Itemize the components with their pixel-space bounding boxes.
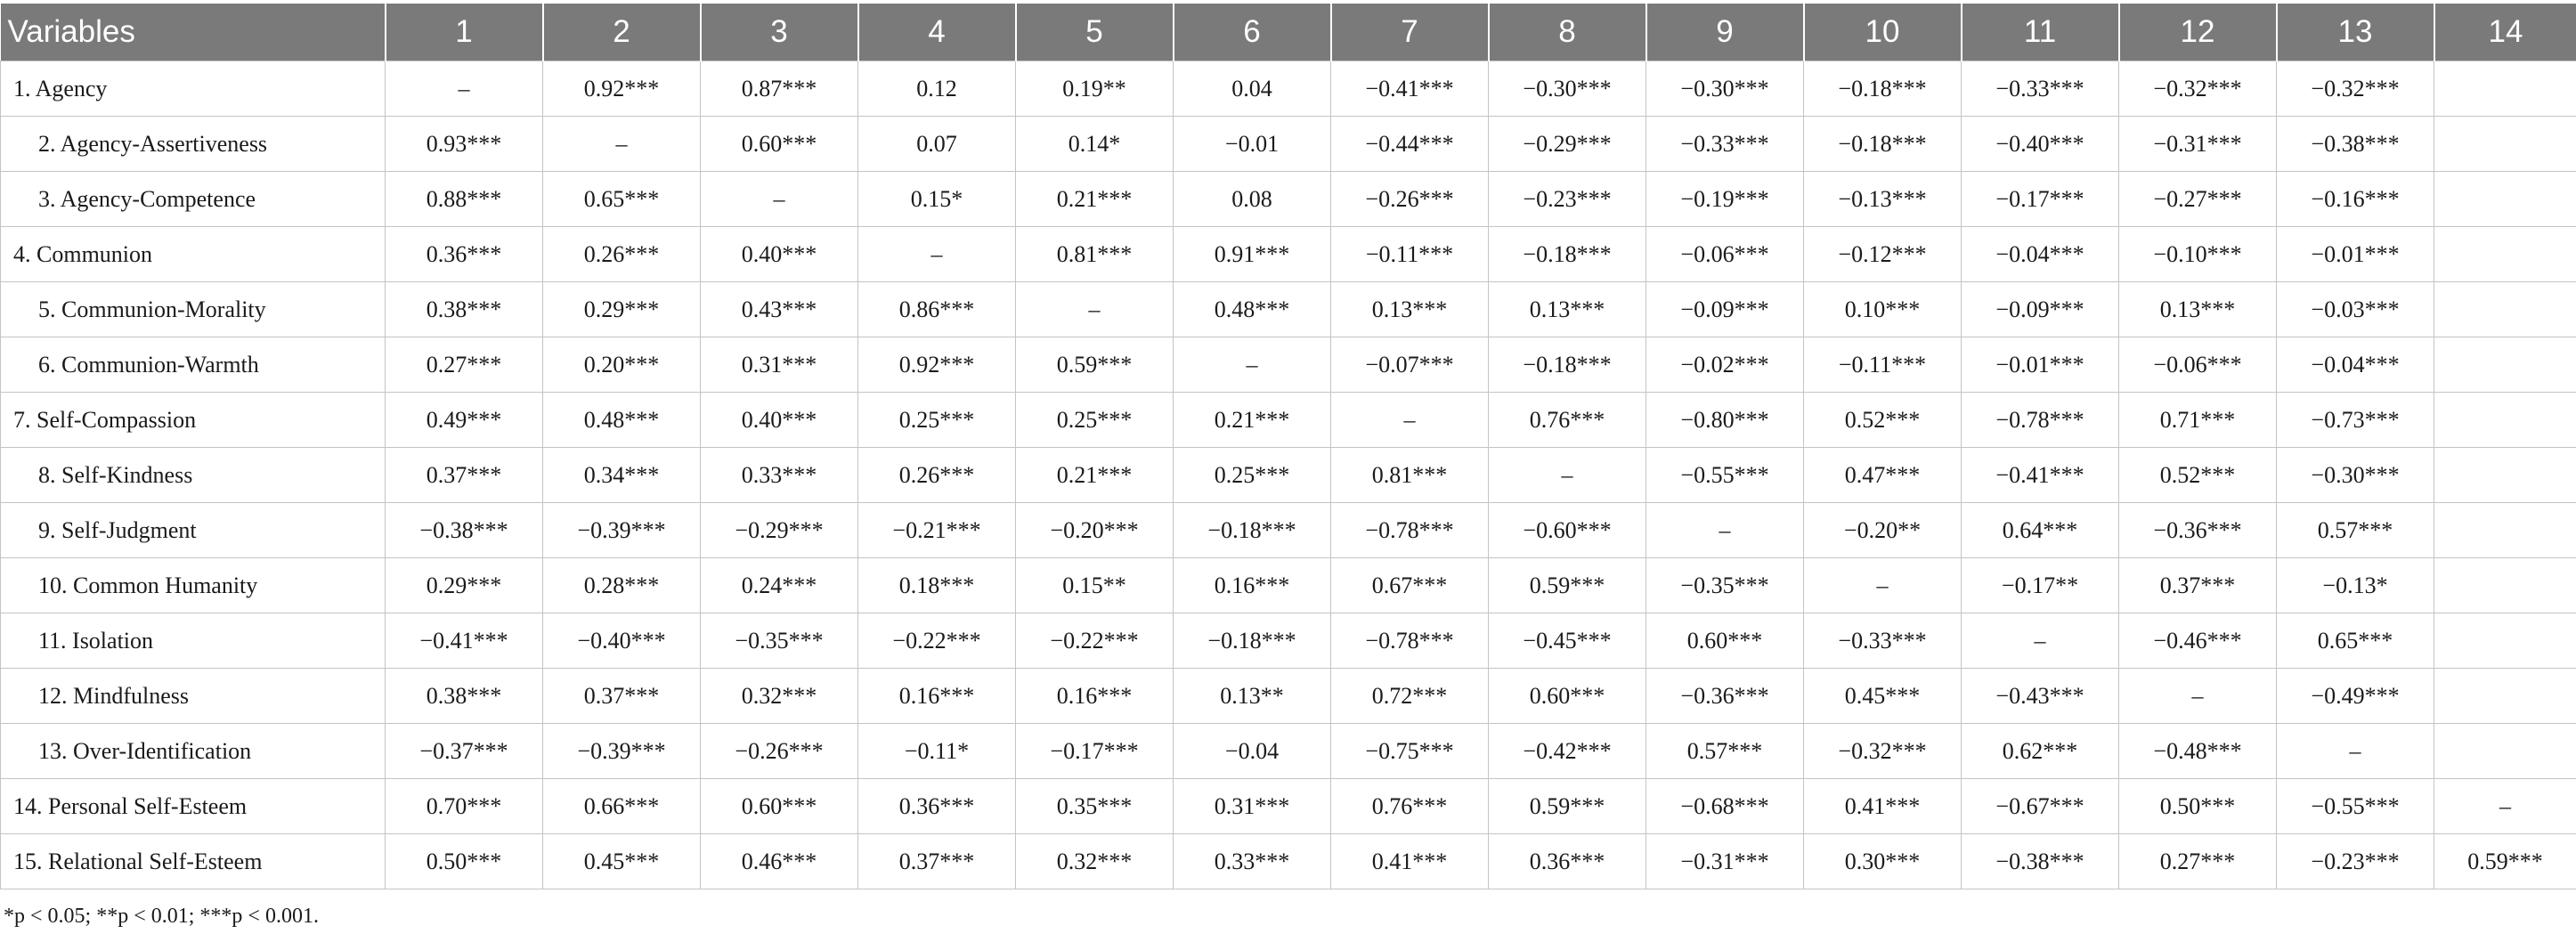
- correlation-cell: 0.36***: [386, 227, 543, 282]
- correlation-cell: −0.49***: [2277, 669, 2434, 724]
- column-header-13: 13: [2277, 4, 2434, 61]
- correlation-cell: −0.16***: [2277, 172, 2434, 227]
- variable-label: 6. Communion-Warmth: [1, 337, 386, 393]
- table-body: [1, 61, 2576, 889]
- correlation-cell: −0.80***: [1646, 393, 1804, 448]
- correlation-cell: 0.65***: [543, 172, 701, 227]
- correlation-cell: 0.38***: [386, 669, 543, 724]
- correlation-cell: 0.93***: [386, 117, 543, 172]
- correlation-cell: 0.08: [1174, 172, 1331, 227]
- correlation-cell: [2434, 503, 2576, 558]
- correlation-cell: 0.20***: [543, 337, 701, 393]
- variable-label: 14. Personal Self-Esteem: [1, 779, 386, 834]
- correlation-cell: 0.88***: [386, 172, 543, 227]
- correlation-cell: –: [1331, 393, 1489, 448]
- correlation-cell: 0.31***: [701, 337, 858, 393]
- correlation-cell: −0.42***: [1489, 724, 1646, 779]
- correlation-cell: −0.29***: [701, 503, 858, 558]
- correlation-cell: −0.21***: [858, 503, 1016, 558]
- correlation-cell: −0.13***: [1804, 172, 1962, 227]
- correlation-cell: 0.37***: [386, 448, 543, 503]
- correlation-cell: [2434, 282, 2576, 337]
- table-row: [1, 613, 2576, 669]
- correlation-cell: −0.19***: [1646, 172, 1804, 227]
- column-header-14: 14: [2434, 4, 2576, 61]
- correlation-cell: −0.23***: [1489, 172, 1646, 227]
- correlation-cell: 0.59***: [1489, 779, 1646, 834]
- correlation-cell: 0.40***: [701, 227, 858, 282]
- correlation-cell: −0.31***: [1646, 834, 1804, 889]
- correlation-cell: 0.50***: [2119, 779, 2277, 834]
- column-header-3: 3: [701, 4, 858, 61]
- table-row: [1, 779, 2576, 834]
- table-row: [1, 503, 2576, 558]
- correlation-cell: 0.41***: [1804, 779, 1962, 834]
- correlation-cell: −0.17***: [1016, 724, 1174, 779]
- correlation-cell: −0.04***: [2277, 337, 2434, 393]
- correlation-cell: 0.37***: [858, 834, 1016, 889]
- correlation-cell: −0.09***: [1962, 282, 2119, 337]
- correlation-cell: −0.78***: [1331, 503, 1489, 558]
- column-header-12: 12: [2119, 4, 2277, 61]
- correlation-cell: −0.45***: [1489, 613, 1646, 669]
- correlation-cell: 0.81***: [1331, 448, 1489, 503]
- correlation-cell: −0.20***: [1016, 503, 1174, 558]
- column-header-10: 10: [1804, 4, 1962, 61]
- correlation-cell: −0.31***: [2119, 117, 2277, 172]
- correlation-cell: −0.20**: [1804, 503, 1962, 558]
- correlation-cell: –: [1174, 337, 1331, 393]
- correlation-cell: 0.57***: [2277, 503, 2434, 558]
- variable-label: 13. Over-Identification: [1, 724, 386, 779]
- correlation-cell: 0.21***: [1174, 393, 1331, 448]
- correlation-cell: −0.41***: [386, 613, 543, 669]
- correlation-cell: −0.06***: [1646, 227, 1804, 282]
- correlation-cell: –: [2277, 724, 2434, 779]
- correlation-cell: [2434, 669, 2576, 724]
- correlation-cell: −0.55***: [2277, 779, 2434, 834]
- correlation-cell: 0.33***: [701, 448, 858, 503]
- correlation-cell: −0.26***: [1331, 172, 1489, 227]
- correlation-cell: −0.01: [1174, 117, 1331, 172]
- correlation-cell: 0.64***: [1962, 503, 2119, 558]
- correlation-cell: 0.16***: [1174, 558, 1331, 613]
- correlation-cell: 0.60***: [701, 117, 858, 172]
- correlation-cell: −0.18***: [1489, 227, 1646, 282]
- correlation-cell: 0.59***: [1489, 558, 1646, 613]
- correlation-cell: 0.45***: [1804, 669, 1962, 724]
- correlation-cell: −0.30***: [2277, 448, 2434, 503]
- correlation-cell: 0.30***: [1804, 834, 1962, 889]
- correlation-cell: −0.55***: [1646, 448, 1804, 503]
- correlation-cell: −0.18***: [1174, 613, 1331, 669]
- correlation-cell: 0.21***: [1016, 448, 1174, 503]
- correlation-cell: [2434, 393, 2576, 448]
- correlation-cell: 0.45***: [543, 834, 701, 889]
- correlation-cell: −0.37***: [386, 724, 543, 779]
- table-row: [1, 282, 2576, 337]
- correlation-cell: –: [1804, 558, 1962, 613]
- correlation-cell: –: [543, 117, 701, 172]
- correlation-cell: −0.30***: [1489, 61, 1646, 117]
- correlation-cell: 0.25***: [858, 393, 1016, 448]
- correlation-table: [0, 4, 2576, 889]
- correlation-cell: 0.65***: [2277, 613, 2434, 669]
- correlation-cell: −0.04: [1174, 724, 1331, 779]
- correlation-cell: 0.27***: [2119, 834, 2277, 889]
- correlation-cell: 0.33***: [1174, 834, 1331, 889]
- correlation-cell: 0.37***: [543, 669, 701, 724]
- correlation-cell: −0.22***: [858, 613, 1016, 669]
- column-header-8: 8: [1489, 4, 1646, 61]
- correlation-cell: −0.73***: [2277, 393, 2434, 448]
- variable-label: 8. Self-Kindness: [1, 448, 386, 503]
- correlation-cell: [2434, 724, 2576, 779]
- variable-label: 10. Common Humanity: [1, 558, 386, 613]
- correlation-cell: −0.11***: [1331, 227, 1489, 282]
- correlation-cell: −0.10***: [2119, 227, 2277, 282]
- correlation-cell: –: [1646, 503, 1804, 558]
- correlation-cell: 0.18***: [858, 558, 1016, 613]
- column-header-variables: Variables: [1, 4, 386, 61]
- correlation-cell: −0.35***: [701, 613, 858, 669]
- correlation-cell: 0.26***: [543, 227, 701, 282]
- correlation-cell: 0.41***: [1331, 834, 1489, 889]
- correlation-cell: 0.81***: [1016, 227, 1174, 282]
- correlation-cell: 0.25***: [1016, 393, 1174, 448]
- correlation-cell: −0.06***: [2119, 337, 2277, 393]
- correlation-cell: −0.41***: [1331, 61, 1489, 117]
- correlation-cell: 0.19**: [1016, 61, 1174, 117]
- correlation-cell: −0.32***: [1804, 724, 1962, 779]
- correlation-cell: 0.07: [858, 117, 1016, 172]
- table-row: [1, 393, 2576, 448]
- correlation-cell: 0.60***: [701, 779, 858, 834]
- correlation-cell: 0.59***: [2434, 834, 2576, 889]
- correlation-cell: [2434, 172, 2576, 227]
- correlation-cell: −0.22***: [1016, 613, 1174, 669]
- correlation-cell: −0.40***: [543, 613, 701, 669]
- correlation-cell: 0.10***: [1804, 282, 1962, 337]
- variable-label: 9. Self-Judgment: [1, 503, 386, 558]
- correlation-cell: 0.70***: [386, 779, 543, 834]
- correlation-cell: 0.47***: [1804, 448, 1962, 503]
- correlation-cell: −0.46***: [2119, 613, 2277, 669]
- correlation-cell: −0.39***: [543, 503, 701, 558]
- column-header-7: 7: [1331, 4, 1489, 61]
- correlation-cell: 0.04: [1174, 61, 1331, 117]
- correlation-cell: 0.27***: [386, 337, 543, 393]
- table-row: [1, 558, 2576, 613]
- correlation-cell: 0.25***: [1174, 448, 1331, 503]
- table-row: [1, 834, 2576, 889]
- correlation-cell: 0.16***: [1016, 669, 1174, 724]
- correlation-cell: −0.18***: [1804, 61, 1962, 117]
- correlation-cell: [2434, 558, 2576, 613]
- correlation-cell: 0.13***: [1489, 282, 1646, 337]
- correlation-cell: −0.03***: [2277, 282, 2434, 337]
- correlation-cell: −0.04***: [1962, 227, 2119, 282]
- correlation-cell: −0.40***: [1962, 117, 2119, 172]
- correlation-cell: −0.35***: [1646, 558, 1804, 613]
- correlation-cell: –: [701, 172, 858, 227]
- correlation-cell: −0.33***: [1962, 61, 2119, 117]
- variable-label: 1. Agency: [1, 61, 386, 117]
- table-row: [1, 117, 2576, 172]
- correlation-cell: –: [1489, 448, 1646, 503]
- correlation-cell: 0.57***: [1646, 724, 1804, 779]
- header-row: [1, 4, 2576, 61]
- correlation-cell: −0.17***: [1962, 172, 2119, 227]
- variable-label: 11. Isolation: [1, 613, 386, 669]
- correlation-cell: −0.11***: [1804, 337, 1962, 393]
- correlation-cell: 0.36***: [858, 779, 1016, 834]
- correlation-cell: 0.37***: [2119, 558, 2277, 613]
- correlation-cell: −0.26***: [701, 724, 858, 779]
- correlation-cell: −0.07***: [1331, 337, 1489, 393]
- correlation-cell: 0.52***: [1804, 393, 1962, 448]
- correlation-cell: −0.78***: [1962, 393, 2119, 448]
- correlation-cell: 0.26***: [858, 448, 1016, 503]
- variable-label: 3. Agency-Competence: [1, 172, 386, 227]
- correlation-cell: −0.12***: [1804, 227, 1962, 282]
- correlation-cell: 0.72***: [1331, 669, 1489, 724]
- correlation-cell: 0.24***: [701, 558, 858, 613]
- correlation-cell: −0.38***: [2277, 117, 2434, 172]
- correlation-cell: 0.60***: [1489, 669, 1646, 724]
- correlation-cell: 0.71***: [2119, 393, 2277, 448]
- correlation-cell: 0.86***: [858, 282, 1016, 337]
- correlation-cell: −0.33***: [1804, 613, 1962, 669]
- correlation-cell: −0.32***: [2277, 61, 2434, 117]
- correlation-cell: 0.29***: [543, 282, 701, 337]
- correlation-cell: 0.36***: [1489, 834, 1646, 889]
- correlation-cell: −0.09***: [1646, 282, 1804, 337]
- correlation-cell: −0.01***: [2277, 227, 2434, 282]
- column-header-2: 2: [543, 4, 701, 61]
- correlation-cell: −0.02***: [1646, 337, 1804, 393]
- variable-label: 2. Agency-Assertiveness: [1, 117, 386, 172]
- correlation-cell: 0.12: [858, 61, 1016, 117]
- correlation-cell: –: [2119, 669, 2277, 724]
- correlation-cell: 0.92***: [858, 337, 1016, 393]
- variable-label: 7. Self-Compassion: [1, 393, 386, 448]
- variable-label: 4. Communion: [1, 227, 386, 282]
- column-header-9: 9: [1646, 4, 1804, 61]
- correlation-cell: 0.76***: [1331, 779, 1489, 834]
- correlation-cell: −0.36***: [1646, 669, 1804, 724]
- footnote: *p < 0.05; **p < 0.01; ***p < 0.001.: [4, 905, 319, 928]
- correlation-cell: −0.60***: [1489, 503, 1646, 558]
- table-row: [1, 227, 2576, 282]
- column-header-6: 6: [1174, 4, 1331, 61]
- table-row: [1, 448, 2576, 503]
- correlation-cell: [2434, 61, 2576, 117]
- correlation-cell: 0.62***: [1962, 724, 2119, 779]
- correlation-cell: 0.48***: [543, 393, 701, 448]
- correlation-cell: 0.31***: [1174, 779, 1331, 834]
- correlation-cell: 0.34***: [543, 448, 701, 503]
- correlation-cell: −0.75***: [1331, 724, 1489, 779]
- correlation-cell: 0.38***: [386, 282, 543, 337]
- table-row: [1, 61, 2576, 117]
- correlation-cell: 0.46***: [701, 834, 858, 889]
- correlation-cell: 0.92***: [543, 61, 701, 117]
- correlation-cell: −0.27***: [2119, 172, 2277, 227]
- correlation-cell: −0.23***: [2277, 834, 2434, 889]
- correlation-cell: 0.13***: [1331, 282, 1489, 337]
- correlation-cell: [2434, 448, 2576, 503]
- correlation-cell: 0.29***: [386, 558, 543, 613]
- correlation-cell: −0.17**: [1962, 558, 2119, 613]
- correlation-cell: 0.87***: [701, 61, 858, 117]
- correlation-cell: 0.60***: [1646, 613, 1804, 669]
- column-header-4: 4: [858, 4, 1016, 61]
- correlation-cell: –: [1016, 282, 1174, 337]
- correlation-cell: 0.91***: [1174, 227, 1331, 282]
- correlation-cell: 0.50***: [386, 834, 543, 889]
- correlation-cell: −0.29***: [1489, 117, 1646, 172]
- correlation-cell: −0.44***: [1331, 117, 1489, 172]
- correlation-cell: −0.32***: [2119, 61, 2277, 117]
- correlation-cell: [2434, 337, 2576, 393]
- correlation-cell: 0.43***: [701, 282, 858, 337]
- correlation-cell: −0.38***: [386, 503, 543, 558]
- column-header-1: 1: [386, 4, 543, 61]
- correlation-cell: [2434, 117, 2576, 172]
- correlation-cell: 0.15*: [858, 172, 1016, 227]
- table-row: [1, 724, 2576, 779]
- correlation-cell: 0.13***: [2119, 282, 2277, 337]
- column-header-11: 11: [1962, 4, 2119, 61]
- variable-label: 5. Communion-Morality: [1, 282, 386, 337]
- variable-label: 15. Relational Self-Esteem: [1, 834, 386, 889]
- correlation-cell: 0.15**: [1016, 558, 1174, 613]
- correlation-cell: −0.41***: [1962, 448, 2119, 503]
- variable-label: 12. Mindfulness: [1, 669, 386, 724]
- correlation-cell: −0.18***: [1174, 503, 1331, 558]
- correlation-cell: 0.13**: [1174, 669, 1331, 724]
- correlation-cell: −0.11*: [858, 724, 1016, 779]
- correlation-cell: 0.76***: [1489, 393, 1646, 448]
- table-row: [1, 669, 2576, 724]
- correlation-cell: 0.32***: [701, 669, 858, 724]
- correlation-cell: 0.67***: [1331, 558, 1489, 613]
- correlation-cell: −0.48***: [2119, 724, 2277, 779]
- correlation-cell: −0.18***: [1804, 117, 1962, 172]
- correlation-cell: −0.39***: [543, 724, 701, 779]
- correlation-cell: –: [2434, 779, 2576, 834]
- correlation-cell: −0.01***: [1962, 337, 2119, 393]
- table-row: [1, 172, 2576, 227]
- correlation-cell: –: [1962, 613, 2119, 669]
- correlation-cell: 0.32***: [1016, 834, 1174, 889]
- correlation-cell: 0.35***: [1016, 779, 1174, 834]
- table-row: [1, 337, 2576, 393]
- correlation-cell: –: [386, 61, 543, 117]
- correlation-cell: 0.28***: [543, 558, 701, 613]
- correlation-cell: 0.21***: [1016, 172, 1174, 227]
- correlation-cell: [2434, 227, 2576, 282]
- correlation-cell: 0.48***: [1174, 282, 1331, 337]
- correlation-cell: −0.68***: [1646, 779, 1804, 834]
- correlation-cell: −0.43***: [1962, 669, 2119, 724]
- correlation-cell: −0.30***: [1646, 61, 1804, 117]
- correlation-cell: 0.59***: [1016, 337, 1174, 393]
- correlation-cell: [2434, 613, 2576, 669]
- correlation-cell: −0.18***: [1489, 337, 1646, 393]
- correlation-cell: 0.16***: [858, 669, 1016, 724]
- correlation-cell: −0.38***: [1962, 834, 2119, 889]
- correlation-cell: −0.78***: [1331, 613, 1489, 669]
- correlation-cell: 0.40***: [701, 393, 858, 448]
- correlation-cell: −0.67***: [1962, 779, 2119, 834]
- correlation-cell: 0.14*: [1016, 117, 1174, 172]
- correlation-cell: 0.66***: [543, 779, 701, 834]
- correlation-cell: 0.49***: [386, 393, 543, 448]
- correlation-cell: 0.52***: [2119, 448, 2277, 503]
- column-header-5: 5: [1016, 4, 1174, 61]
- correlation-cell: −0.33***: [1646, 117, 1804, 172]
- correlation-cell: –: [858, 227, 1016, 282]
- correlation-cell: −0.13*: [2277, 558, 2434, 613]
- correlation-cell: −0.36***: [2119, 503, 2277, 558]
